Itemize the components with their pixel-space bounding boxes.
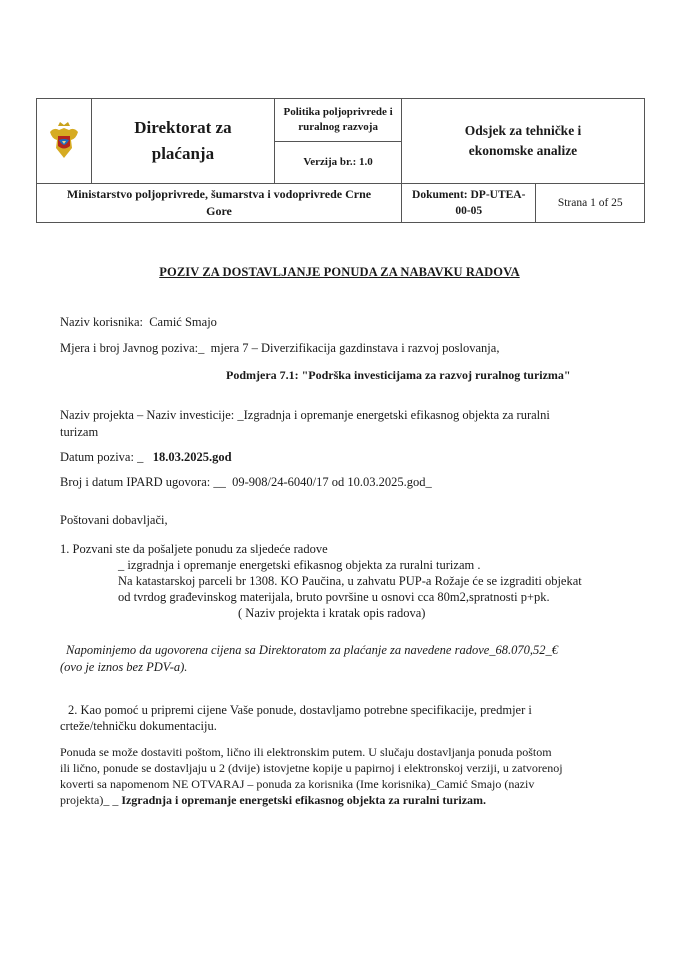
- date-row: [60, 449, 232, 466]
- document-cell: [402, 184, 536, 223]
- delivery-line4-prefix: projekta)_ _: [60, 793, 119, 807]
- item2-line2: crteže/tehničku dokumentaciju.: [60, 719, 217, 733]
- beneficiary-value: Camić Smajo: [149, 315, 217, 329]
- delivery-line4-project: Izgradnja i opremanje energetski efikasnog objekta za ruralni turizam.: [121, 793, 487, 807]
- date-label: Datum poziva: _: [60, 450, 144, 464]
- ministry-cell: [37, 184, 402, 223]
- contract-value: 09-908/24-6040/17 od 10.03.2025.god_: [232, 475, 432, 489]
- page-number: Strana 1 of 25: [557, 197, 623, 209]
- version-label: Verzija br.: 1.0: [303, 155, 373, 168]
- submeasure: Podmjera 7.1: "Podrška investicijama za razvoj ruralnog turizma": [226, 368, 571, 382]
- document-code-line1: Dokument: DP-UTEA-: [412, 188, 526, 201]
- department-cell: [402, 99, 645, 184]
- contract-row: [60, 474, 432, 491]
- delivery-line1: Ponuda se može dostaviti poštom, lično ili elektronskim putem. U slučaju dostavljanja ponuda poštom: [60, 745, 552, 759]
- measure-value: mjera 7 – Diverzifikacija gazdinstava i razvoj poslovanja,: [210, 341, 500, 355]
- item2-line1: 2. Kao pomoć u pripremi cijene Vaše ponude, dostavljamo potrebne specifikacije, predmjer i: [68, 703, 532, 717]
- price-note-line2: (ovo je iznos bez PDV-a).: [60, 660, 188, 674]
- item1-line1: _ izgradnja i opremanje energetski efikasnog objekta za ruralni turizam .: [118, 558, 481, 572]
- beneficiary-label: Naziv korisnika:: [60, 315, 143, 329]
- organization-name-line2: plaćanja: [151, 144, 215, 163]
- date-value: 18.03.2025.god: [152, 450, 232, 464]
- delivery-line4: [60, 792, 486, 809]
- measure-label: Mjera i broj Javnog poziva:_: [60, 341, 205, 355]
- department-line1: Odsjek za tehničke i: [464, 122, 582, 138]
- project-value-line1: _Izgradnja i opremanje energetski efikasnog objekta za ruralni: [237, 408, 550, 422]
- project-label: Naziv projekta – Naziv investicije:: [60, 408, 235, 422]
- department-line2: ekonomske analize: [468, 143, 578, 158]
- montenegro-coat-of-arms-icon: [45, 120, 83, 162]
- project-value-line2: turizam: [60, 425, 99, 439]
- salutation: Poštovani dobavljači,: [60, 513, 168, 527]
- beneficiary-row: [60, 314, 217, 331]
- measure-row: [60, 340, 499, 357]
- policy-version-cell: [275, 99, 402, 184]
- item1-line4: ( Naziv projekta i kratak opis radova): [238, 606, 426, 620]
- item1-line2: Na katastarskoj parceli br 1308. KO Paučina, u zahvatu PUP-a Rožaje će se izgraditi objekat: [118, 574, 582, 588]
- document-header: [36, 98, 645, 223]
- item1-intro: 1. Pozvani ste da pošaljete ponudu za sljedeće radove: [60, 542, 328, 556]
- document-code-line2: 00-05: [455, 205, 483, 217]
- project-row: [60, 407, 620, 441]
- policy-line1: Politika poljoprivrede i: [283, 105, 393, 118]
- item1-line3: od tvrdog građevinskog materijala, bruto površine u osnovi cca 80m2,spratnosti p+pk.: [118, 590, 550, 604]
- organization-cell: [91, 99, 275, 184]
- ministry-line1: Ministarstvo poljoprivrede, šumarstva i vodoprivrede Crne: [66, 186, 372, 201]
- ministry-line2: Gore: [206, 204, 232, 218]
- price-note-line1: Napominjemo da ugovorena cijena sa Direktoratom za plaćanje za navedene radove_68.070,52_€: [66, 643, 559, 657]
- contract-label: Broj i datum IPARD ugovora: __: [60, 475, 226, 489]
- document-title: POZIV ZA DOSTAVLJANJE PONUDA ZA NABAVKU RADOVA: [159, 265, 520, 279]
- page-cell: [536, 184, 645, 223]
- organization-name-line1: Direktorat za: [134, 117, 232, 137]
- logo-cell: [37, 99, 92, 184]
- policy-line2: ruralnog razvoja: [298, 121, 378, 133]
- delivery-line2: ili lično, ponude se dostavljaju u 2 (dvije) istovjetne kopije u papirnoj i elektronskoj verziji, u zatvorenoj: [60, 761, 563, 775]
- delivery-line3: koverti sa napomenom NE OTVARAJ – ponuda za korisnika (Ime korisnika)_Camić Smajo (naziv: [60, 777, 535, 791]
